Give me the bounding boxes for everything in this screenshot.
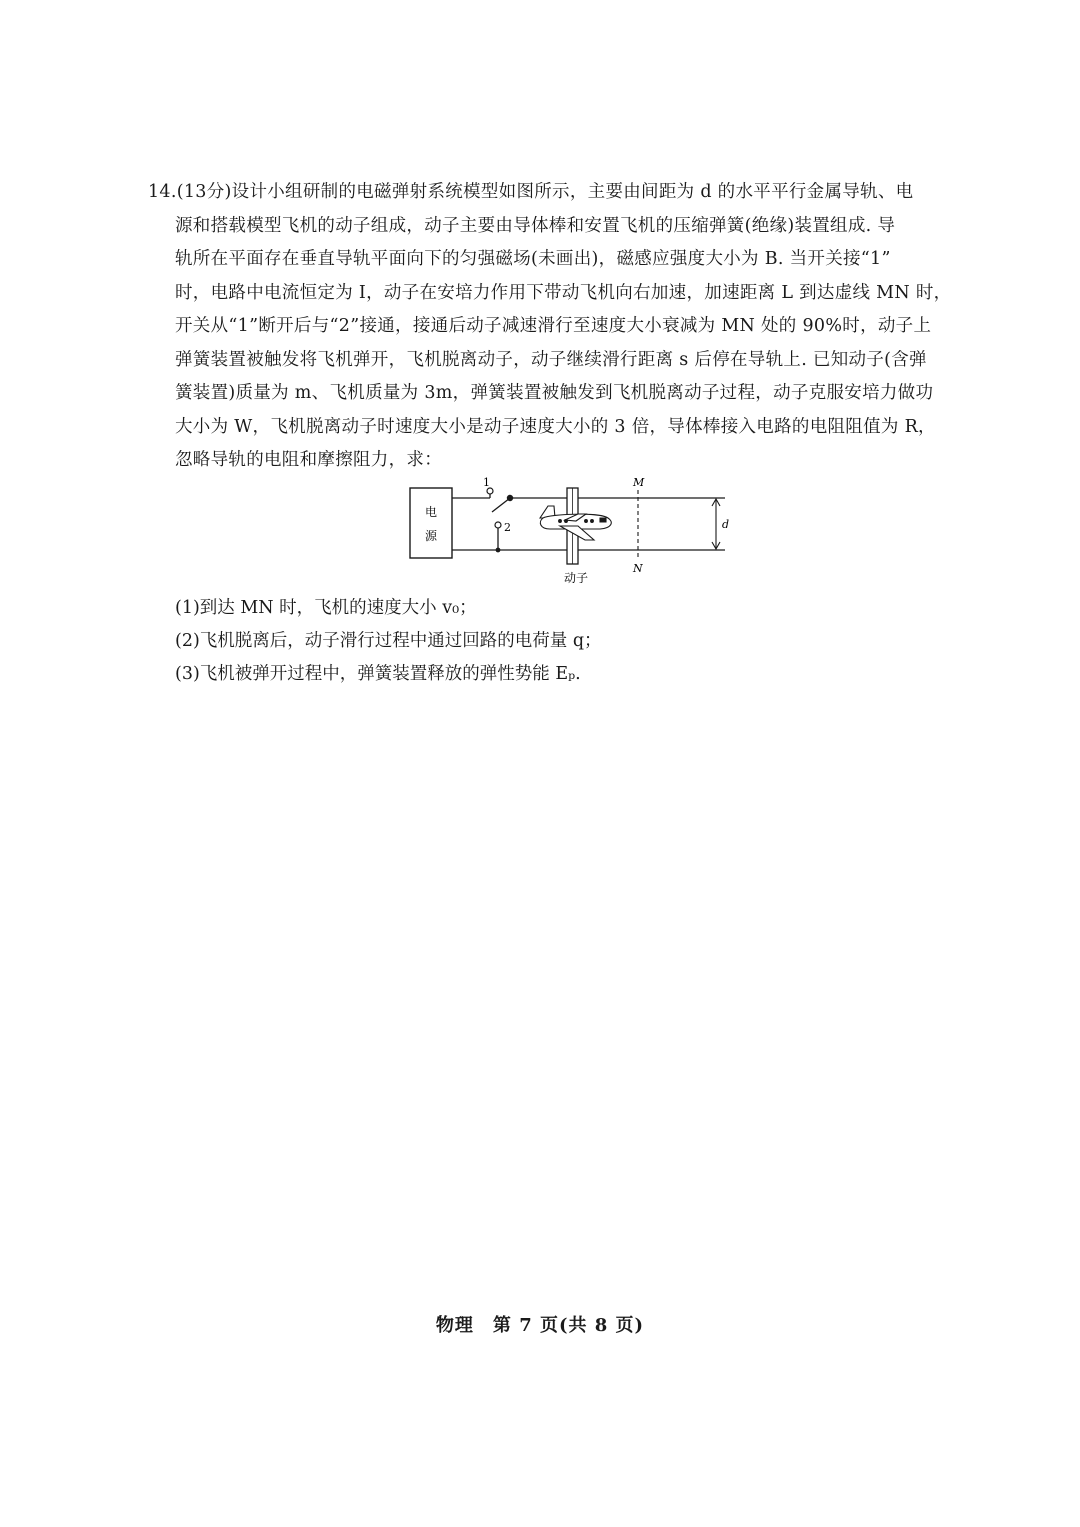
question-line: 开关从“1”断开后与“2”接通，接通后动子减速滑行至速度大小衰减为 MN 处的 90%时，动子上 <box>175 316 932 336</box>
subquestion-1: (1)到达 MN 时，飞机的速度大小 v₀； <box>175 598 477 618</box>
question-line: 弹簧装置被触发将飞机弹开，飞机脱离动子，动子继续滑行距离 s 后停在导轨上. 已知动子(含弹 <box>175 349 927 370</box>
switch-blade <box>492 498 510 512</box>
label-d: d <box>722 518 730 531</box>
question-line: 14.(13分)设计小组研制的电磁弹射系统模型如图所示，主要由间距为 d 的水平平行金属导轨、电 <box>148 182 914 202</box>
subquestion-3: (3)飞机被弹开过程中，弹簧装置释放的弹性势能 Eₚ. <box>175 664 581 684</box>
question-line: 时，电路中电流恒定为 I，动子在安培力作用下带动飞机向右加速，加速距离 L 到达虚线 MN 时， <box>175 282 952 303</box>
label-n: N <box>633 562 643 575</box>
question-14 <box>148 176 978 478</box>
subquestion-2: (2)飞机脱离后，动子滑行过程中通过回路的电荷量 q； <box>175 631 602 651</box>
question-line: 大小为 W，飞机脱离动子时速度大小是动子速度大小的 3 倍，导体棒接入电路的电阻阻值为 R， <box>175 416 936 437</box>
question-line: 簧装置)质量为 m、飞机质量为 3m，弹簧装置被触发到飞机脱离动子过程，动子克服安培力做功 <box>175 383 934 403</box>
label-mover: 动子 <box>563 571 589 585</box>
circuit-diagram <box>400 474 740 586</box>
power-label-top: 电 <box>424 505 438 519</box>
question-line: 忽略导轨的电阻和摩擦阻力，求： <box>175 450 442 470</box>
switch-label-2: 2 <box>504 521 511 534</box>
question-line: 轨所在平面存在垂直导轨平面向下的匀强磁场(未画出)，磁感应强度大小为 B. 当开关接“1” <box>175 249 891 269</box>
page-footer: 物理 第 7 页(共 8 页) <box>435 1315 645 1336</box>
question-line: 源和搭载模型飞机的动子组成，动子主要由导体棒和安置飞机的压缩弹簧(绝缘)装置组成. 导 <box>175 215 896 236</box>
switch-label-1: 1 <box>483 476 490 489</box>
label-m: M <box>633 476 645 489</box>
terminal-2 <box>495 522 501 528</box>
power-source-box <box>410 488 452 558</box>
power-label-bottom: 源 <box>424 529 438 543</box>
subquestions <box>175 592 975 691</box>
circuit-svg <box>400 474 740 586</box>
